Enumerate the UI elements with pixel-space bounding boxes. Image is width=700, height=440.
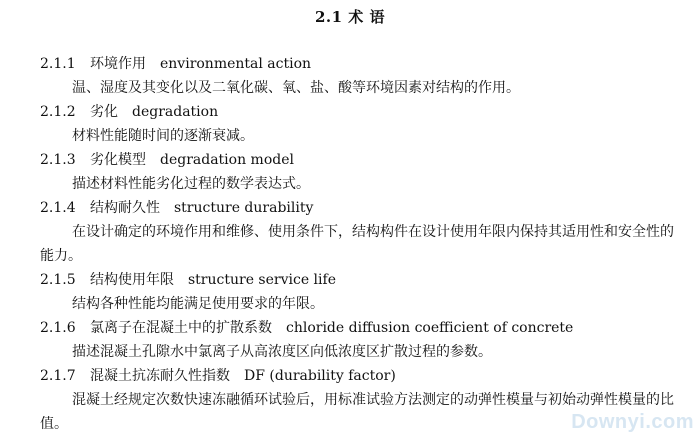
section-title: 2.1 术 语 [314, 8, 386, 26]
term-number: 2.1.2 [40, 104, 76, 120]
term-2-1-6 [40, 316, 685, 364]
term-chinese: 混凝土抗冻耐久性指数 [90, 368, 230, 384]
term-2-1-3 [40, 148, 685, 196]
term-definition: 结构各种性能均能满足使用要求的年限。 [72, 296, 324, 312]
term-english: structure service life [188, 272, 336, 288]
term-2-1-5 [40, 268, 685, 316]
term-chinese: 环境作用 [90, 56, 146, 72]
term-definition: 在设计确定的环境作用和维修、使用条件下，结构构件在设计使用年限内保持其适用性和安全性的能力。 [40, 224, 674, 264]
term-chinese: 氯离子在混凝土中的扩散系数 [90, 320, 272, 336]
term-english: chloride diffusion coefficient of concrete [286, 320, 574, 336]
term-heading [40, 316, 685, 340]
term-heading [40, 100, 685, 124]
term-english: environmental action [160, 56, 312, 72]
term-definition: 混凝土经规定次数快速冻融循环试验后，用标准试验方法测定的动弹性模量与初始动弹性模量的比值。 [40, 392, 674, 432]
term-number: 2.1.4 [40, 200, 76, 216]
term-english: structure durability [174, 200, 314, 216]
term-2-1-2 [40, 100, 685, 148]
term-english: degradation [132, 104, 219, 120]
term-number: 2.1.1 [40, 56, 76, 72]
term-number: 2.1.5 [40, 272, 76, 288]
term-heading [40, 268, 685, 292]
term-definition: 材料性能随时间的逐渐衰减。 [72, 128, 254, 144]
watermark-logo: Downyi.com [571, 411, 694, 433]
term-chinese: 劣化模型 [90, 152, 146, 168]
term-number: 2.1.3 [40, 152, 76, 168]
term-definition: 描述材料性能劣化过程的数学表达式。 [72, 176, 310, 192]
term-number: 2.1.6 [40, 320, 76, 336]
term-heading [40, 364, 685, 388]
term-number: 2.1.7 [40, 368, 76, 384]
term-english: degradation model [160, 152, 294, 168]
term-english: DF (durability factor) [244, 368, 396, 384]
terms-list [40, 52, 685, 436]
term-heading [40, 196, 685, 220]
term-definition: 描述混凝土孔隙水中氯离子从高浓度区向低浓度区扩散过程的参数。 [72, 344, 492, 360]
term-2-1-1 [40, 52, 685, 100]
term-chinese: 劣化 [90, 104, 118, 120]
term-definition: 温、湿度及其变化以及二氧化碳、氧、盐、酸等环境因素对结构的作用。 [72, 80, 520, 96]
term-heading [40, 52, 685, 76]
term-chinese: 结构耐久性 [90, 200, 160, 216]
term-2-1-4 [40, 196, 685, 268]
term-chinese: 结构使用年限 [90, 272, 174, 288]
term-heading [40, 148, 685, 172]
